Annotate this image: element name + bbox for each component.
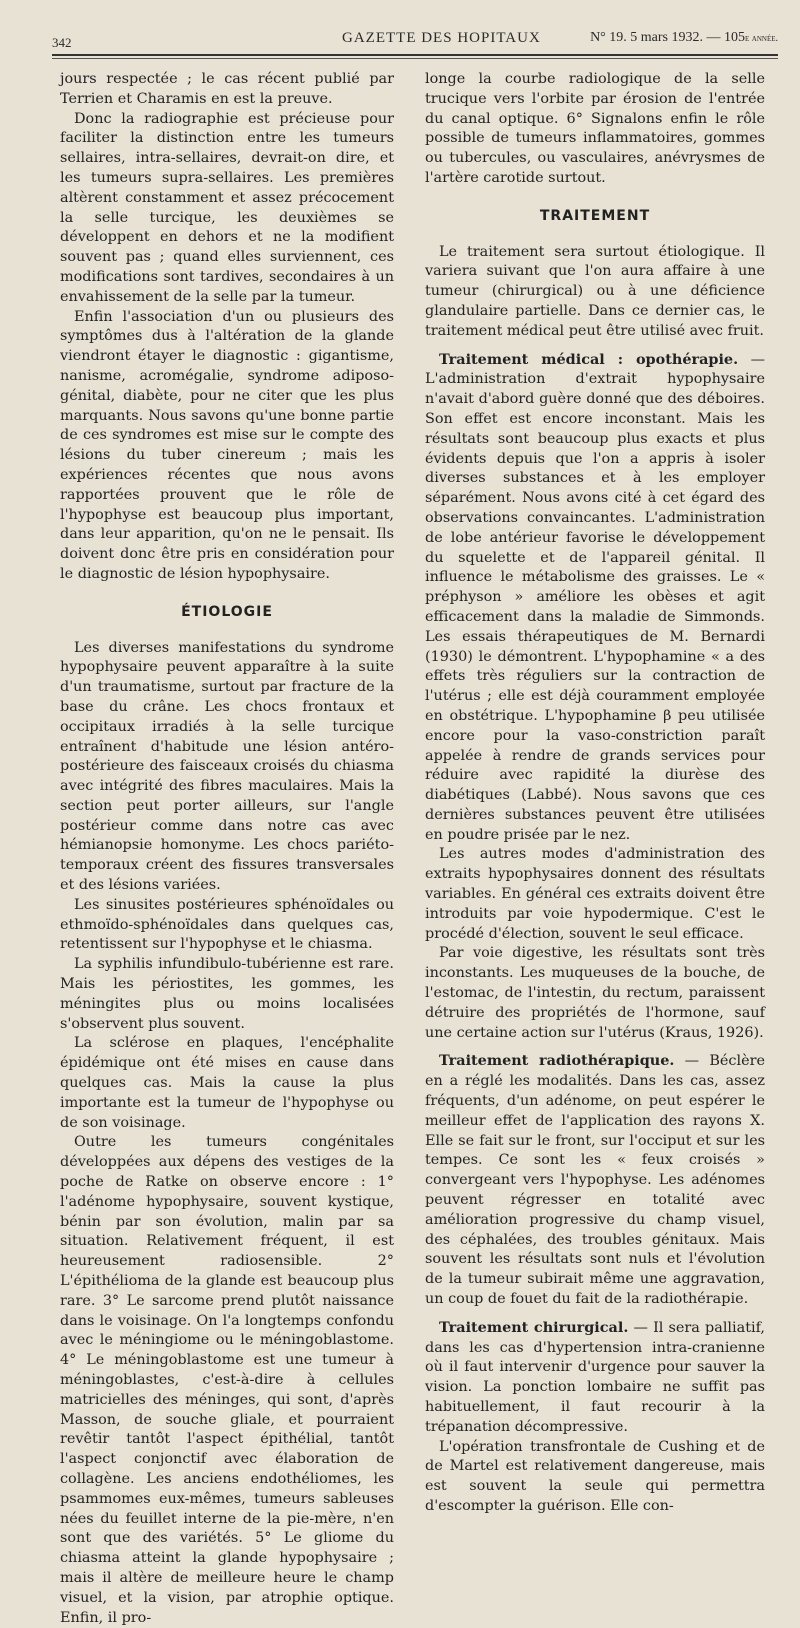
paragraph-text: — Béclère en a réglé les modalités. Dans les cas, assez fréquents, d'un adénome, on peut espérer le meilleur effet de l'application des rayons X. Elle se fait sur le front, sur l'occiput et sur les tempes. Ce sont les « feux croisés » convergeant vers l'hypophyse. Les adénomes peuvent régresser en totalité avec amélioration progressive du champ visuel, des céphalées, des troubles génitaux. Mais souvent les résultats sont nuls et l'évolution de la tumeur subirait même une aggravation, un coup de fouet du fait de la radiothérapie. — [425, 1053, 765, 1308]
page-header — [52, 22, 778, 50]
paragraph: La sclérose en plaques, l'encéphalite épidémique ont été mises en cause dans quelques cas. Mais la cause la plus importante est la tumeur de l'hypophyse ou de son voisinage. — [60, 1035, 394, 1131]
paragraph-text: — Il sera palliatif, dans les cas d'hypertension intra-cranienne où il faut intervenir d'urgence pour sauver la vision. La ponction lombaire ne suffit pas habituellement, il faut recourir à la trépanation décompressive. — [425, 1319, 765, 1435]
page-number: 342 — [52, 35, 72, 50]
paragraph: Les diverses manifestations du syndrome hypophysaire peuvent apparaître à la suite d'un traumatisme, surtout par fracture de la base du crâne. Les chocs frontaux et occipitaux irradiés à la selle turcique entraînent d'habitude une lésion antéro-postérieure des faisceaux croisés du chiasma avec intégrité des fibres maculaires. Mais la section peut porter ailleurs, sur l'angle postérieur comme dans notre cas avec hémianopsie homonyme. Les chocs pariéto-temporaux créent des fissures transversales et des lésions variées. — [60, 639, 394, 894]
run-in-heading: Traitement chirurgical. — [439, 1318, 629, 1336]
journal-title: GAZETTE DES HOPITAUX — [342, 30, 541, 46]
paragraph: Outre les tumeurs congénitales développées aux dépens des vestiges de la poche de Ratke on observe encore : 1° l'adénome hypophysaire, souvent kystique, bénin par son évolution, malin par sa situation. Relativement fréquent, il est heureusement radiosensible. 2° L'épithélioma de la glande est beaucoup plus rare. 3° Le sarcome prend plutôt naissance dans le voisinage. On l'a longtemps confondu avec le méningiome ou le méningoblastome. 4° Le méningoblastome est une tumeur à méningoblastes, c'est-à-dire à cellules matricielles des méninges, qui sont, d'après Masson, de souche gliale, et pourraient revêtir tantôt l'aspect épithélial, tantôt l'aspect conjonctif avec élaboration de collagène. Les anciens endothéliomes, les psammomes eux-mêmes, tumeurs sableuses nées du feuillet interne de la pie-mère, n'en sont que des variétés. 5° Le gliome du chiasma atteint la glande hypophysaire ; mais il altère de meilleure heure le champ visuel, et la vision, par atrophie optique. Enfin, il pro- — [60, 1134, 394, 1626]
left-column — [60, 70, 394, 1628]
header-rule — [52, 54, 778, 59]
paragraph: longe la courbe radiologique de la selle trucique vers l'orbite par érosion de l'entrée du canal optique. 6° Signalons enfin le rôle possible de tumeurs inflammatoires, gommes ou tubercules, ou vasculaires, anévrysmes de l'artère carotide surtout. — [425, 71, 765, 186]
issue-suffix: e année. — [745, 33, 778, 44]
paragraph-radio — [425, 1051, 765, 1309]
right-column — [425, 70, 765, 1517]
issue-text: N° 19. 5 mars 1932. — 105 — [590, 30, 745, 45]
paragraph: Enfin l'association d'un ou plusieurs des symptômes dus à l'altération de la glande viendront étayer le diagnostic : gigantisme, nanisme, acromégalie, syndrome adiposo-génital, diabète, pour ne citer que les plus marquants. Nous savons qu'une bonne partie de ces syndromes est mise sur le compte des lésions du tuber cinereum ; mais les expériences récentes que nous avons rapportées prouvent que le rôle de l'hypophyse est beaucoup plus important, dans leur apparition, qu'on ne le pensait. Ils doivent donc être pris en considération pour le diagnostic de lésion hypophysaire. — [60, 308, 394, 582]
paragraph: Les sinusites postérieures sphénoïdales ou ethmoïdo-sphénoïdales dans quelques cas, retentissent sur l'hypophyse et le chiasma. — [60, 896, 394, 953]
paragraph: jours respectée ; le cas récent publié par Terrien et Charamis en est la preuve. — [60, 71, 394, 107]
paragraph: La syphilis infundibulo-tubérienne est rare. Mais les périostites, les gommes, les méningites plus ou moins localisées s'observent plus souvent. — [60, 956, 394, 1032]
section-heading-etiologie: ÉTIOLOGIE — [181, 603, 273, 620]
paragraph: Les autres modes d'administration des extraits hypophysaires donnent des résultats variables. En général ces extraits doivent être introduits par voie hypodermique. C'est le procédé d'élection, souvent le seul efficace. — [425, 846, 765, 942]
section-heading-traitement: TRAITEMENT — [539, 207, 651, 224]
run-in-heading: Traitement radiothérapique. — [439, 1052, 675, 1070]
paragraph-medical — [425, 350, 765, 846]
paragraph: Donc la radiographie est précieuse pour faciliter la distinction entre les tumeurs sellaires, intra-sellaires, devrait-on dire, et les tumeurs supra-sellaires. Les premières altèrent constamment et assez précocement la selle turcique, les deuxièmes se développent en dehors et ne la modifient souvent pas ; quand elles surviennent, ces modifications sont tardives, secondaires à un envahissement de la selle par la tumeur. — [60, 110, 394, 305]
paragraph-text: — L'administration d'extrait hypophysaire n'avait d'abord guère donné que des déboires. Son effet est encore inconstant. Mais les résultats sont beaucoup plus exacts et plus évidents depuis que l'on a appris à isoler diverses substances et à les employer séparément. Nous avons cité à cet égard des observations convaincantes. L'administration de lobe antérieur favorise le développement du squelette et de l'appareil génital. Il influence le métabolisme des graisses. Le « préphyson » améliore les obèses et agit efficacement dans la maladie de Simmonds. Les essais thérapeutiques de M. Bernardi (1930) le démontrent. L'hypophamine « a des effets très réguliers sur la contraction de l'utérus ; elle est déjà couramment employée en obstétrique. L'hypophamine β peu utilisée encore pour la vaso-constriction paraît appelée à rendre de grands services pour réduire avec rapidité la diurèse des diabétiques (Labbé). Nous savons que ces dernières substances peuvent être utilisées en poudre prisée par le nez. — [425, 351, 766, 843]
run-in-heading: Traitement médical : opothérapie. — [439, 350, 739, 368]
paragraph: L'opération transfrontale de Cushing et de de Martel est relativement dangereuse, mais est souvent la seule qui permettra d'escompter la guérison. Elle con- — [425, 1438, 765, 1514]
paragraph: Le traitement sera surtout étiologique. Il variera suivant que l'on aura affaire à une tumeur (chirurgical) ou à une déficience glandulaire partielle. Dans ce dernier cas, le traitement médical peut être utilisé avec fruit. — [425, 243, 765, 339]
issue-info — [590, 30, 778, 46]
paragraph: Par voie digestive, les résultats sont très inconstants. Les muqueuses de la bouche, de l'estomac, de l'intestin, du rectum, paraissent détruire des propriétés de l'hormone, sauf une certaine action sur l'utérus (Kraus, 1926). — [425, 945, 765, 1041]
paragraph-chir — [425, 1318, 765, 1438]
